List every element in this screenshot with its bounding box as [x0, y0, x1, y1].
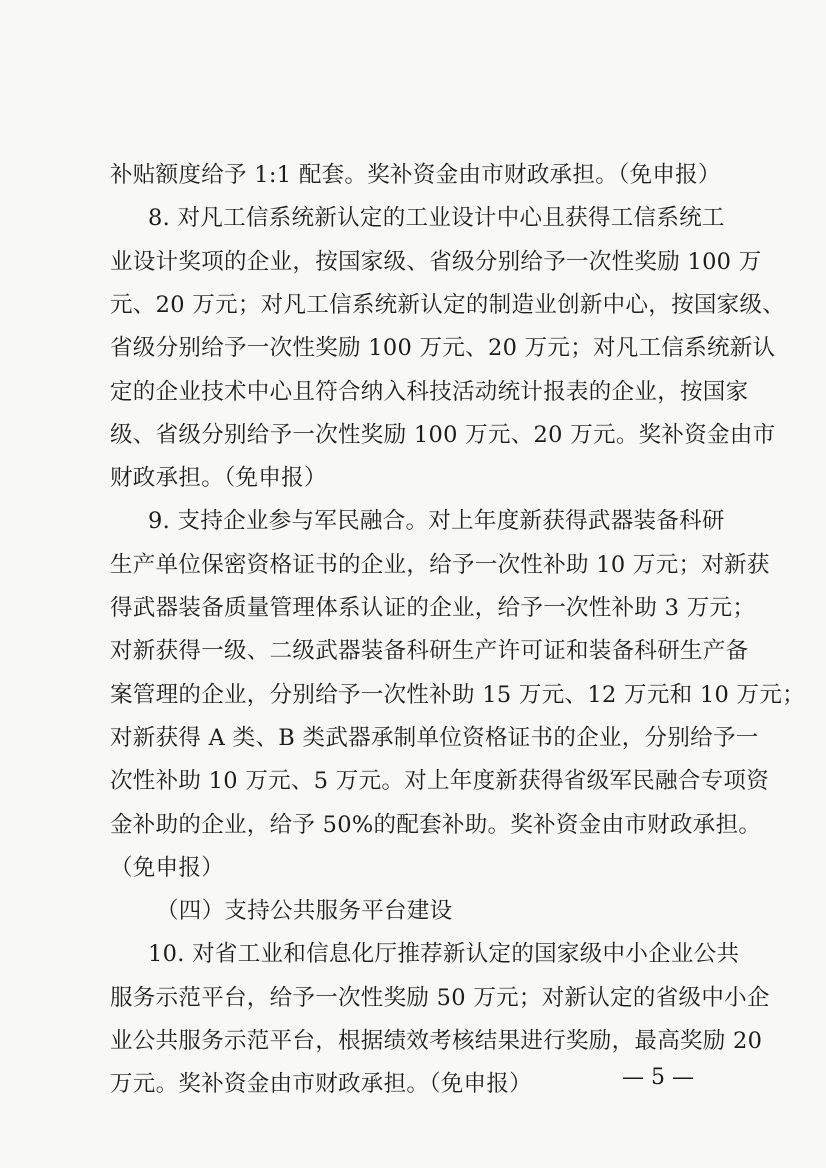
text-line: 财政承担。（免申报） [110, 465, 327, 491]
page-number: — 5 — [622, 1065, 694, 1090]
section-heading: （四）支持公共服务平台建设 [156, 898, 453, 924]
text-line: 8. 对凡工信系统新认定的工业设计中心且获得工信系统工 [148, 205, 725, 231]
text-line: （免申报） [110, 855, 225, 881]
text-line: 元、20 万元；对凡工信系统新认定的制造业创新中心，按国家级、 [110, 292, 786, 318]
text-line: 生产单位保密资格证书的企业，给予一次性补助 10 万元；对新获 [110, 552, 770, 578]
text-line: 定的企业技术中心且符合纳入科技活动统计报表的企业，按国家 [110, 379, 749, 405]
text-line: 次性补助 10 万元、5 万元。对上年度新获得省级军民融合专项资 [110, 768, 770, 794]
text-line: 10. 对省工业和信息化厅推荐新认定的国家级中小企业公共 [148, 941, 740, 967]
text-line: 级、省级分别给予一次性奖励 100 万元、20 万元。奖补资金由市 [110, 422, 776, 448]
text-line: 案管理的企业，分别给予一次性补助 15 万元、12 万元和 10 万元； [110, 682, 805, 708]
text-line: 金补助的企业，给予 50%的配套补助。奖补资金由市财政承担。 [110, 812, 762, 838]
text-line: 对新获得 A 类、B 类武器承制单位资格证书的企业，分别给予一 [110, 725, 759, 751]
text-line: 得武器装备质量管理体系认证的企业，给予一次性补助 3 万元； [110, 595, 756, 621]
text-line: 业公共服务示范平台，根据绩效考核结果进行奖励，最高奖励 20 [110, 1028, 763, 1054]
text-line: 补贴额度给予 1:1 配套。奖补资金由市财政承担。（免申报） [110, 162, 721, 188]
text-line: 业设计奖项的企业，按国家级、省级分别给予一次性奖励 100 万 [110, 249, 762, 275]
text-line: 9. 支持企业参与军民融合。对上年度新获得武器装备科研 [148, 508, 725, 534]
text-line: 万元。奖补资金由市财政承担。（免申报） [110, 1071, 532, 1097]
text-line: 省级分别给予一次性奖励 100 万元、20 万元；对凡工信系统新认 [110, 335, 776, 361]
text-line: 服务示范平台，给予一次性奖励 50 万元；对新认定的省级中小企 [110, 985, 770, 1011]
text-line: 对新获得一级、二级武器装备科研生产许可证和装备科研生产备 [110, 638, 749, 664]
